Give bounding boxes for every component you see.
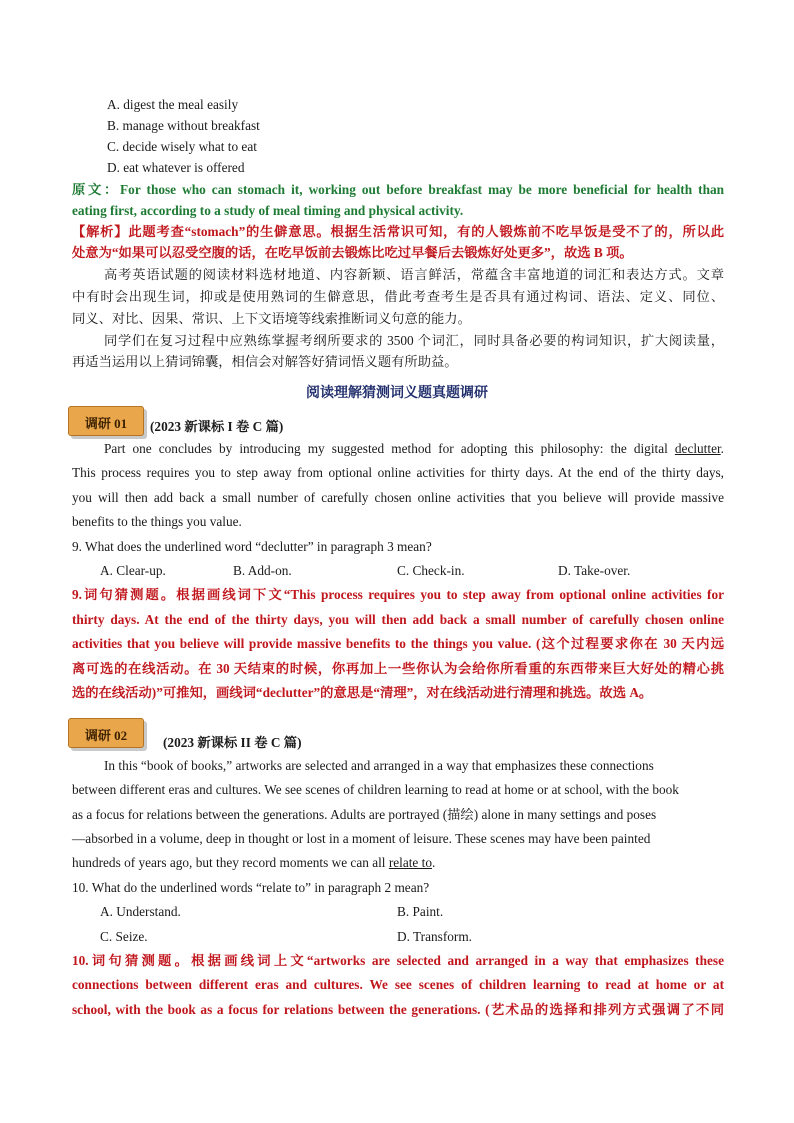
option-b: B. manage without breakfast (107, 118, 260, 133)
q9-option-a: A. Clear-up. (100, 563, 166, 578)
answer-9-line-5: 选的在线活动)”可推知，画线词“declutter”的意思是“清理”，对在线活动进行清理和挑选。故选 A。 (72, 685, 653, 700)
study2-passage-line-5 (72, 853, 724, 873)
underlined-words-relate-to: relate to (388, 855, 433, 870)
option-a: A. digest the meal easily (107, 97, 239, 112)
question-10: 10. What do the underlined words “relate to” in paragraph 2 mean? (72, 880, 430, 895)
study1-passage-text: Part one concludes by introducing my suggested method for adopting this philosophy: the digital (104, 441, 675, 456)
q10-option-d: D. Transform. (397, 929, 472, 944)
study1-passage-line-2: This process requires you to step away from optional online activities for thirty days. At the end of the thirty days, (72, 465, 724, 480)
study2-passage-line-4: —absorbed in a volume, deep in thought or lost in a moment of leisure. These scenes may have been painted (72, 831, 651, 846)
answer-9-line-3: activities that you believe will provide massive benefits to the things you value. (这个过程要求你在 30 天内远 (72, 636, 724, 651)
study2-passage-period: . (432, 855, 436, 870)
para1-line-2: 中有时会出现生词，抑或是使用熟词的生僻意思，借此考查考生是否具有通过构词、语法、定义、同位、 (72, 289, 724, 304)
para2-line-2: 再适当运用以上猜词锦囊，相信会对解答好猜词悟义题有所助益。 (72, 354, 458, 369)
study-source-02: (2023 新课标 II 卷 C 篇) (163, 735, 302, 750)
study-badge-02 (68, 718, 144, 748)
underlined-word-declutter: declutter (674, 441, 721, 456)
q9-option-c: C. Check-in. (397, 563, 465, 578)
answer-10-line-1: 10.词句猜测题。根据画线词上文“artworks are selected and arranged in a way that emphasizes these (72, 953, 724, 968)
study2-passage-line-1: In this “book of books,” artworks are selected and arranged in a way that emphasizes these connections (104, 758, 654, 773)
answer-10-line-2: connections between different eras and cultures. We see scenes of children learning to read at home or at (72, 977, 724, 992)
study-source-01: (2023 新课标 I 卷 C 篇) (150, 419, 284, 434)
study1-passage-line-1 (104, 439, 724, 459)
study2-passage-text: hundreds of years ago, but they record moments we can all (72, 855, 389, 870)
study-badge-01 (68, 406, 144, 436)
section-title: 阅读理解猜测词义题真题调研 (306, 386, 488, 401)
para1-line-3: 同义、对比、因果、常识、上下文语境等线索推断词义句意的能力。 (72, 311, 471, 326)
analysis-line-2: 处意为“如果可以忍受空腹的话，在吃早饭前去锻炼比吃过早餐后去锻炼好处更多”，故选 B 项。 (72, 245, 633, 260)
answer-10-line-3: school, with the book as a focus for relations between the generations. (艺术品的选择和排列方式强调了不同 (72, 1002, 724, 1017)
original-text-content-1: For those who can stomach it, working out before breakfast may be more beneficial for health than (120, 182, 725, 197)
q9-option-b: B. Add-on. (233, 563, 292, 578)
q10-option-b: B. Paint. (397, 904, 444, 919)
study1-passage-line-3: you will then add back a small number of carefully chosen online activities that you believe will provide massive (72, 490, 724, 505)
study2-passage-line-2: between different eras and cultures. We see scenes of children learning to read at home or at school, with the book (72, 782, 679, 797)
analysis-line-1: 【解析】此题考查“stomach”的生僻意思。根据生活常识可知，有的人锻炼前不吃早饭是受不了的，所以此 (72, 224, 724, 239)
q9-option-d: D. Take-over. (558, 563, 631, 578)
option-d: D. eat whatever is offered (107, 160, 245, 175)
study1-passage-line-4: benefits to the things you value. (72, 514, 242, 529)
para1-line-1: 高考英语试题的阅读材料选材地道、内容新颖、语言鲜活，常蕴含丰富地道的词汇和表达方式。文章 (104, 267, 724, 282)
para2-line-1: 同学们在复习过程中应熟练掌握考纲所要求的 3500 个词汇，同时具备必要的构词知识，扩大阅读量， (104, 333, 724, 348)
original-text-label: 原文： (72, 182, 121, 197)
study-badge-02-label: 调研 02 (84, 728, 128, 743)
q10-option-c: C. Seize. (100, 929, 148, 944)
q10-option-a: A. Understand. (100, 904, 181, 919)
answer-9-line-2: thirty days. At the end of the thirty days, you will then add back a small number of carefully chosen online (72, 612, 724, 627)
option-c: C. decide wisely what to eat (107, 139, 257, 154)
answer-9-line-4: 离可选的在线活动。在 30 天结束的时候，你再加上一些你认为会给你所看重的东西带来巨大好处的精心挑 (72, 661, 724, 676)
question-9: 9. What does the underlined word “declutter” in paragraph 3 mean? (72, 539, 432, 554)
study-badge-01-label: 调研 01 (84, 416, 128, 431)
original-text-line-1 (72, 180, 724, 200)
original-text-line-2: eating first, according to a study of meal timing and physical activity. (72, 203, 464, 218)
answer-9-line-1: 9.词句猜测题。根据画线词下文“This process requires you to step away from optional online activities for (72, 587, 724, 602)
study1-passage-period: . (720, 441, 724, 456)
study2-passage-line-3: as a focus for relations between the generations. Adults are portrayed (描绘) alone in many settings and poses (72, 807, 657, 822)
